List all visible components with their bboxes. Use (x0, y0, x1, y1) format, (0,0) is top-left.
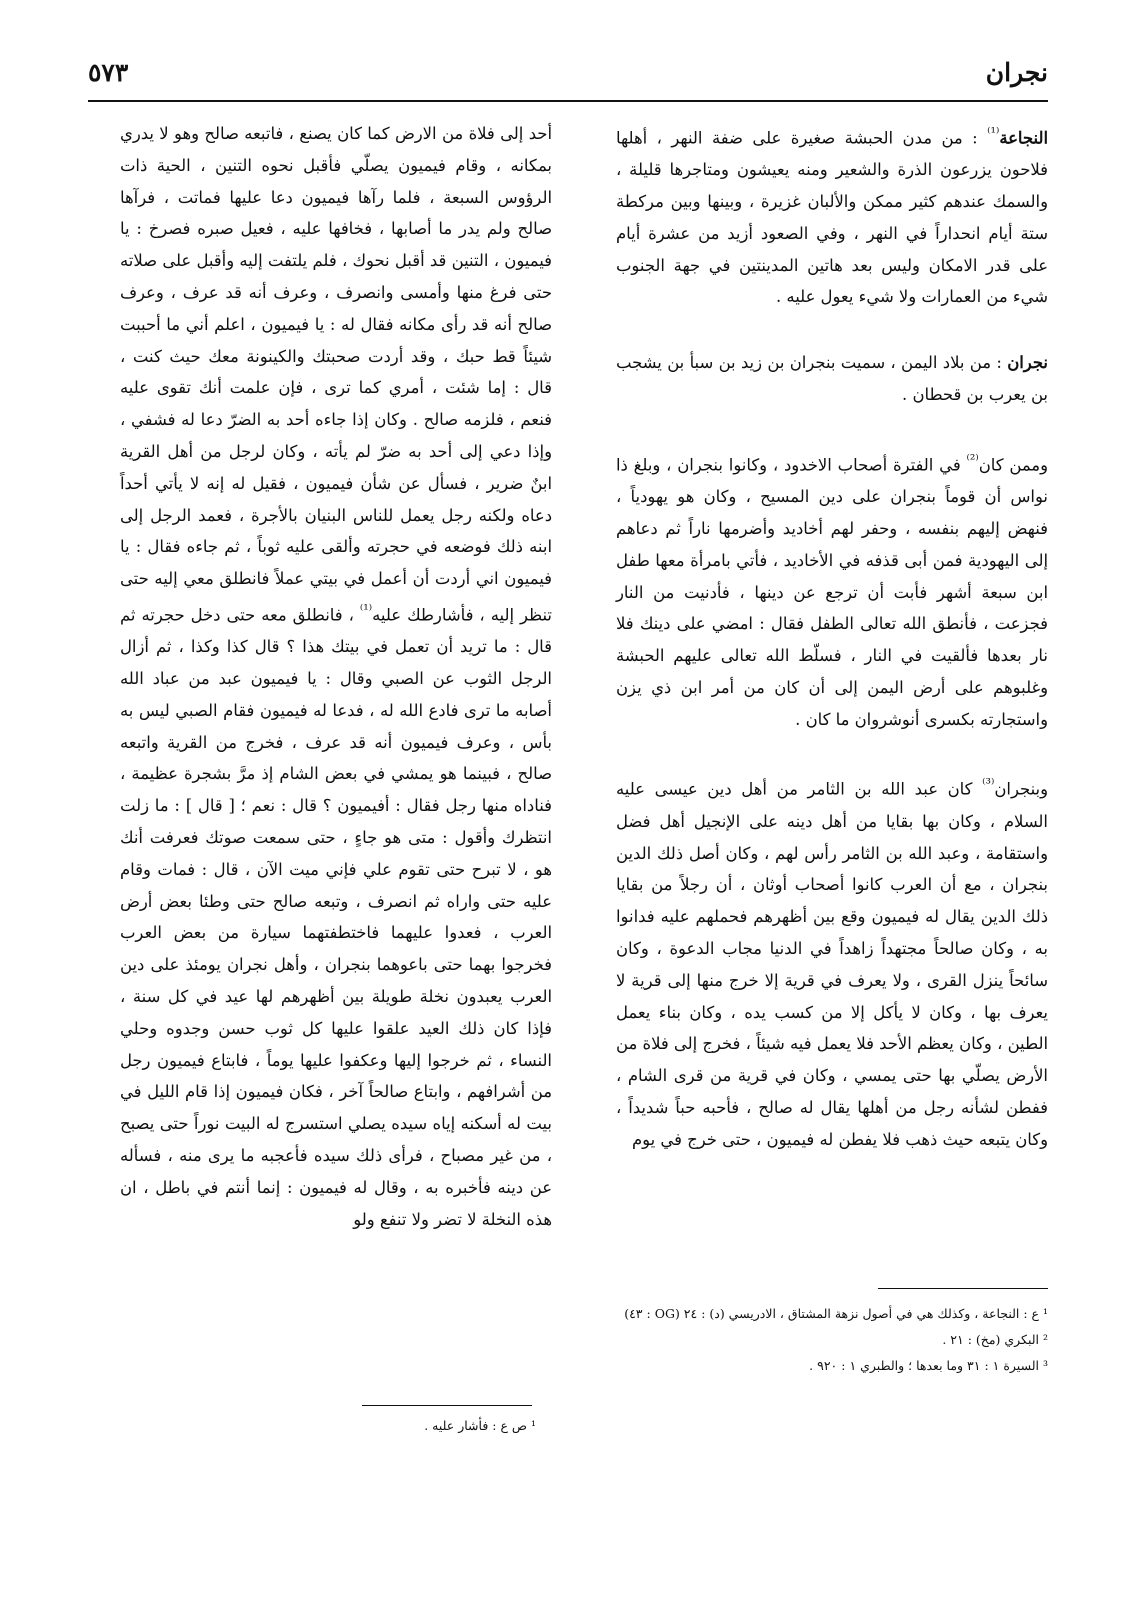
footnote-ref: ⁽³⁾ (982, 776, 995, 793)
footnote-ref: ⁽¹⁾ (987, 125, 1000, 141)
paragraph-gap (616, 313, 1048, 347)
paragraph-faymiyun (120, 118, 552, 1235)
footnote-rule (362, 1405, 532, 1406)
footnote-1: ¹ ص ع : فأشار عليه . (424, 1418, 536, 1433)
left-column (120, 118, 552, 1235)
paragraph-lead: وبنجران (994, 779, 1048, 799)
footnote-rule (878, 1288, 1048, 1289)
paragraph-abdallah (616, 769, 1048, 1155)
footnotes-left (104, 1415, 536, 1441)
entry-term: نجران (1007, 353, 1048, 373)
entry-text: : من بلاد اليمن ، سميت بنجران بن زيد بن سبأ بن يشجب بن يعرب بن قحطان . (616, 353, 1048, 405)
entry-term: النجاعة (999, 128, 1048, 148)
paragraph-text: في الفترة أصحاب الاخدود ، وكانوا بنجران ، وبلغ ذا نواس أن قوماً بنجران على دين المسيح ، وكان هو يهودياً ، فنهض إليهم بنفسه ، وحفر لهم أخاديد وأضرمها ناراً ثم دعاهم إلى اليهودية فمن أبى قذفه في الأخاديد ، فأتي بامرأة معها طفل ابن سبعة أشهر فأبت أن ترجع عن دينها ، فأدنيت من النار فجزعت ، فأنطق الله تعالى الطفل فقال : امضي على دينك فلا نار بعدها فألقيت في النار ، فسلّط الله تعالى عليهم الحبشة وغلبوهم على أرض اليمن إلى أن كان من أمر ابن ذي يزن واستجارته بكسرى أنوشروان ما كان . (616, 455, 1048, 729)
header-rule (88, 100, 1048, 102)
footnote-ref: ⁽¹⁾ (359, 601, 373, 618)
footnote-2: ² البكري (مخ) : ٢١ . (942, 1332, 1048, 1347)
entry-najaa (616, 118, 1048, 313)
paragraph-ukhdud (616, 445, 1048, 736)
entry-text: : من مدن الحبشة صغيرة على ضفة النهر ، أهلها فلاحون يزرعون الذرة والشعير ومنه يعيشون ومتاجرها قليلة ، والسمك عندهم كثير ممكن والألبان غزيرة ، وبينها وبين مركطة ستة أيام انحداراً في النهر ، وفي الصعود أزيد من عشرة أيام على قدر الامكان وليس بعد هاتين المدينتين في جهة الجنوب شيء من العمارات ولا شيء يعول عليه . (616, 128, 1048, 307)
entry-najran (616, 347, 1048, 411)
paragraph-gap (616, 411, 1048, 445)
page-number: ٥٧٣ (88, 58, 129, 87)
paragraph-text: ، فانطلق معه حتى دخل حجرته ثم قال : ما تريد أن تعمل في بيتك هذا ؟ قال كذا وكذا ، ثم أزال الرجل الثوب عن الصبي وقال : يا فيميون عبد من عباد الله أصابه ما ترى فادع الله له ، فدعا له فيميون فقام الصبي ليس به بأس ، وعرف فيميون أنه قد عرف ، فخرج من القرية واتبعه صالح ، فبينما هو يمشي في بعض الشام إذ مرَّ بشجرة عظيمة ، فناداه منها رجل فقال : أفيميون ؟ قال : نعم ؛ [ قال ] : ما زلت انتظرك وأقول : متى هو جاءٍ ، حتى سمعت صوتك فعرفت أنك هو ، لا تبرح حتى تقوم علي فإني ميت الآن ، قال : فمات وقام عليه حتى واراه ثم انصرف ، وتبعه صالح حتى وطئا بعض أرض العرب ، فعدوا عليهما فاختطفتهما سيارة من بعض العرب فخرجوا بهما حتى باعوهما بنجران ، وأهل نجران يومئذ على دين العرب يعبدون نخلة طويلة بين أظهرهم لها عيد في كل سنة ، فإذا كان ذلك العيد علقوا عليها كل ثوب حسن وجدوه وحلي النساء ، ثم خرجوا إليها وعكفوا عليها يوماً ، فابتاع فيميون رجل من أشرافهم ، وابتاع صالحاً آخر ، فكان فيميون إذا قام الليل في بيت له أسكنه إياه سيده يصلي استسرج له البيت نوراً حتى يصبح ، من غير مصباح ، فرأى ذلك سيده فأعجبه ما يرى منه ، فسأله عن دينه فأخبره به ، وقال له فيميون : إنما أنتم في باطل ، ان هذه النخلة لا تضر ولا تنفع ولو (120, 605, 552, 1229)
footnotes-right (616, 1303, 1048, 1381)
paragraph-text: أحد إلى فلاة من الارض كما كان يصنع ، فاتبعه صالح وهو لا يدري بمكانه ، وقام فيميون يصلّي فأقبل نحوه التنين ، الحية ذات الرؤوس السبعة ، فلما رآها فيميون دعا عليها فماتت ، فرآها صالح ولم يدر ما أصابها ، فخافها عليه ، فعيل صبره فصرخ : يا فيميون ، التنين قد أقبل نحوك ، فلم يلتفت إليه وأقبل على صلاته حتى فرغ منها وأمسى وانصرف ، وعرف أنه قد عرف ، وعرف صالح أنه قد رأى مكانه فقال له : يا فيميون ، اعلم أني ما أحببت شيئاً قط حبك ، وقد أردت صحبتك والكينونة معك حيث كنت ، قال : إما شئت ، أمري كما ترى ، فإن علمت أنك تقوى عليه فنعم ، فلزمه صالح . وكان إذا جاءه أحد به الضرّ دعا له فشفي ، وإذا دعي إلى أحد به ضرّ لم يأته ، وكان لرجل من أهل القرية ابنٌ ضرير ، فسأل عن شأن فيميون ، فقيل له إنه لا يأتي أحداً دعاه ولكنه رجل يعمل للناس البنيان بالأجرة ، فعمد الرجل إلى ابنه ذلك فوضعه في حجرته وألقى عليه ثوباً ، ثم جاءه فقال : يا فيميون اني أردت أن أعمل في بيتي عملاً فانطلق معي إليه حتى تنظر إليه ، فأشارطك عليه (120, 124, 552, 625)
running-title: نجران (985, 58, 1048, 87)
page-header (88, 58, 1048, 98)
footnote-3: ³ السيرة ١ : ٣١ وما بعدها ؛ والطبري ١ : ٩٢٠ . (809, 1358, 1048, 1373)
paragraph-gap (616, 735, 1048, 769)
footnote-1: ¹ ع : النجاعة ، وكذلك هي في أصول نزهة المشتاق ، الادريسي (د) : ٢٤ (OG : ٤٣) (624, 1306, 1048, 1321)
right-column (616, 118, 1048, 1156)
paragraph-lead: وممن كان (978, 455, 1049, 475)
paragraph-text: كان عبد الله بن الثامر من أهل دين عيسى عليه السلام ، وكان بها بقايا من أهل دينه على الإنجيل أهل فضل واستقامة ، وعبد الله بن الثامر رأس لهم ، وكان أصل ذلك الدين بنجران ، مع أن العرب كانوا أصحاب أوثان ، أن رجلاً من بقايا ذلك الدين يقال له فيميون وقع بين أظهرهم فحملهم عليه فدانوا به ، وكان صالحاً مجتهداً زاهداً في الدنيا مجاب الدعوة ، وكان سائحاً ينزل القرى ، ولا يعرف في قرية إلا خرج منها إلى قرية لا يعرف بها ، وكان لا يأكل إلا من كسب يده ، وكان بناء يعمل الطين ، وكان يعظم الأحد فلا يعمل فيه شيئاً ، فخرج إلى فلاة من الأرض يصلّي بها حتى يمسي ، وكان في قرية من قرى الشام ، ففطن لشأنه رجل من أهلها يقال له صالح ، فأحبه حباً شديداً ، وكان يتبعه حيث ذهب فلا يفطن له فيميون ، حتى خرج في يوم (616, 779, 1048, 1149)
footnote-ref: ⁽²⁾ (966, 451, 979, 468)
